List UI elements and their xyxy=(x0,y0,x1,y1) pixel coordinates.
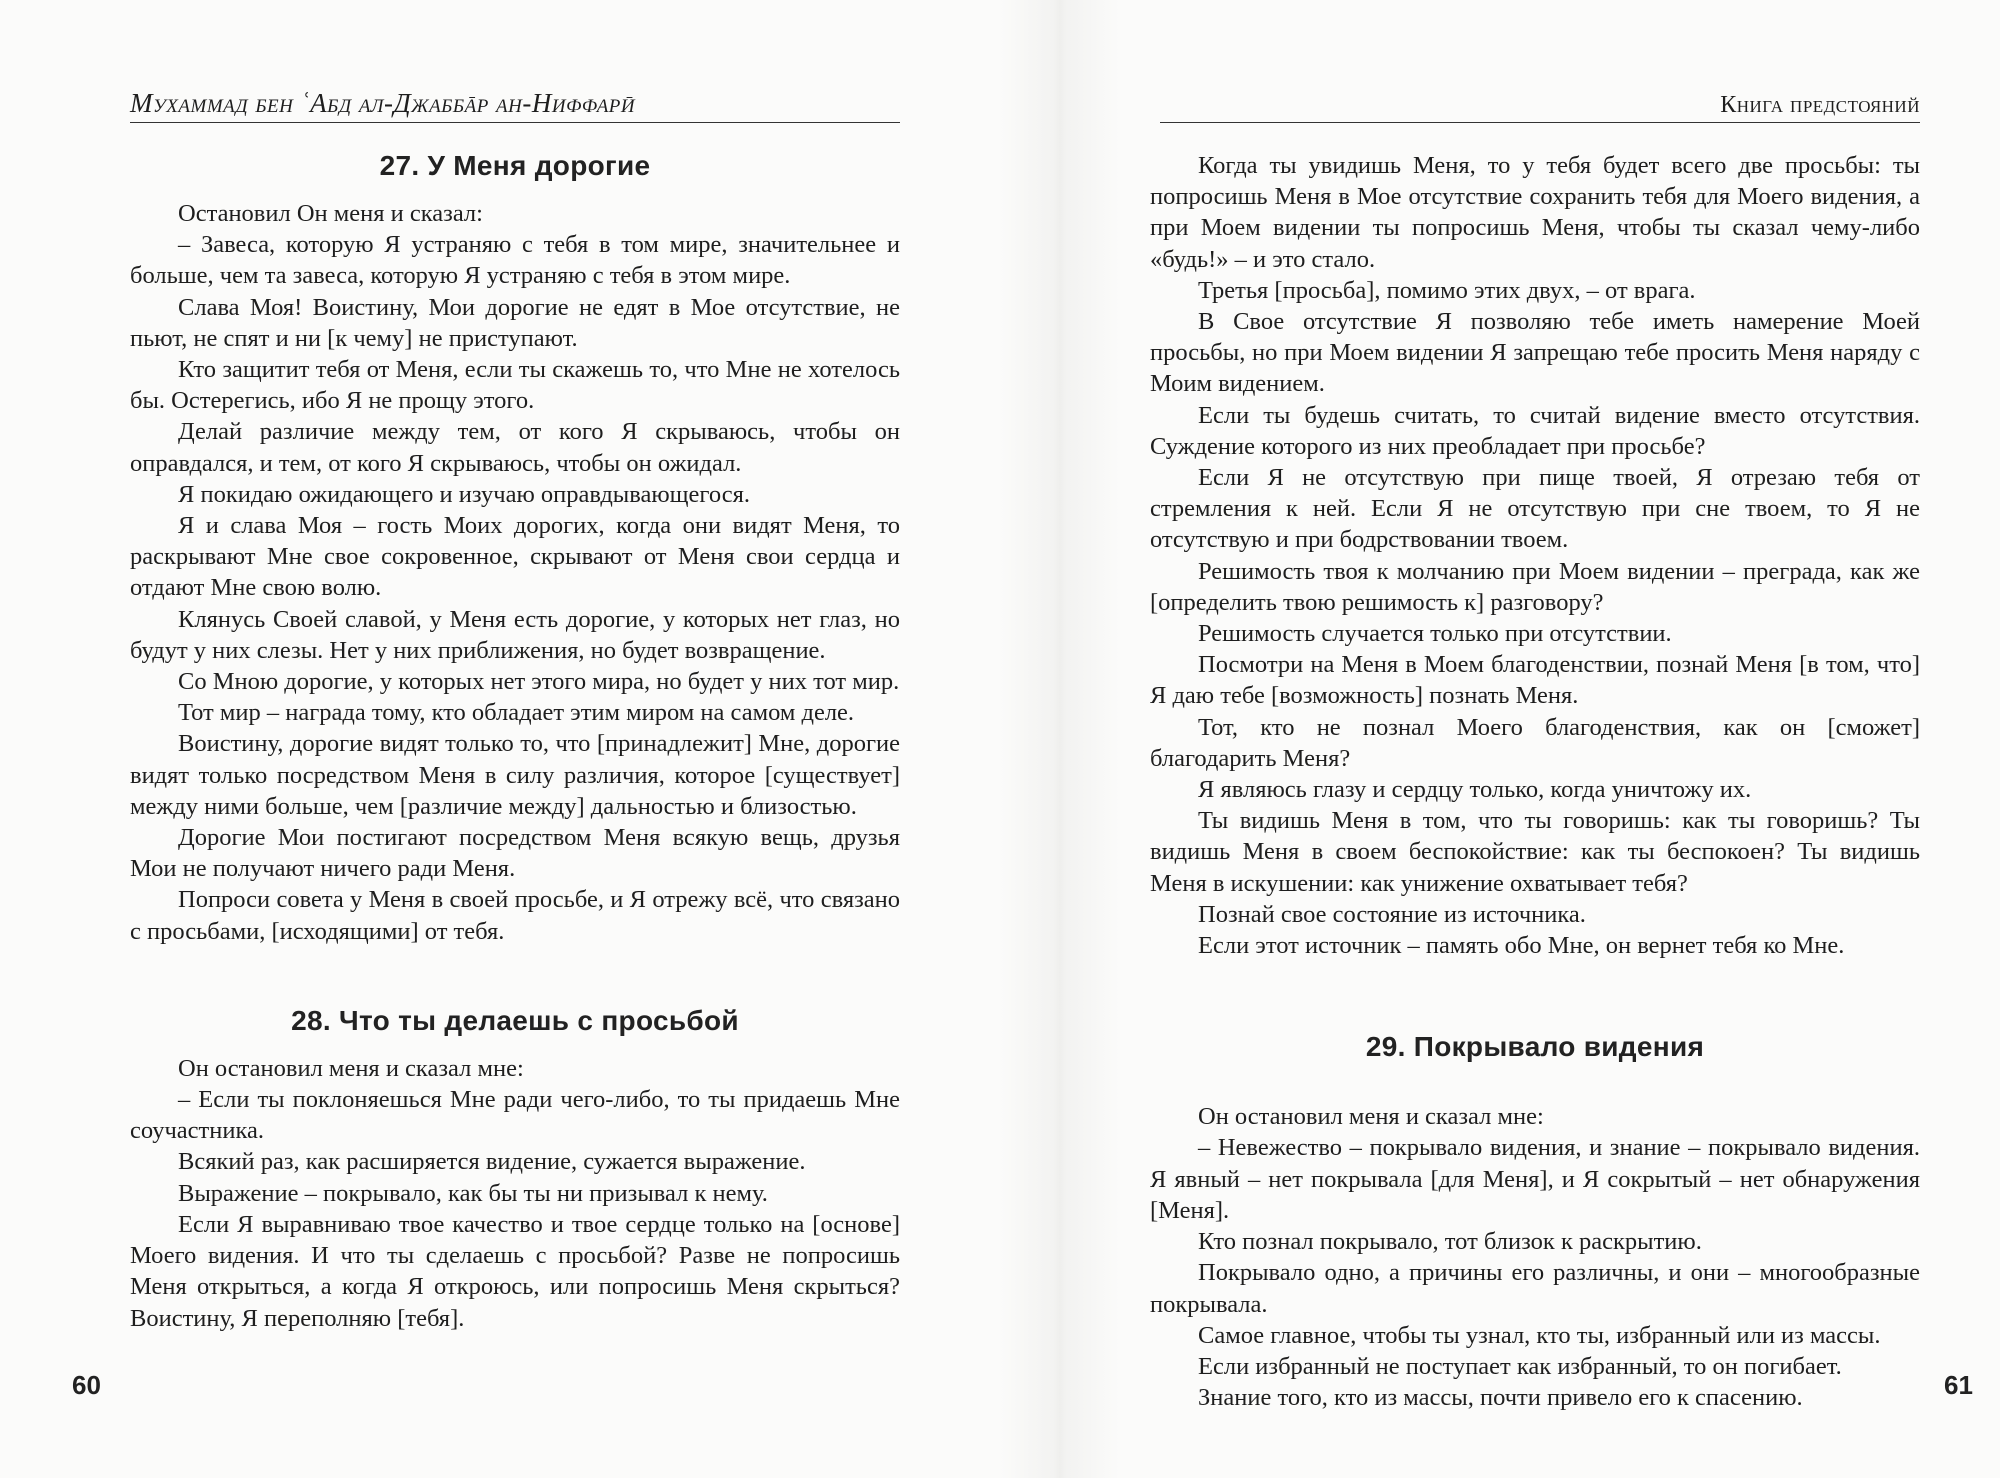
paragraph: Третья [просьба], помимо этих двух, – от врага. xyxy=(1198,276,1696,304)
running-head-left: Мухаммад бен ʿАбд ал-Джаббāр ан-Ниффарӣ xyxy=(130,88,636,118)
paragraph: В Свое отсутствие Я позволяю тебе иметь намерение Моей просьбы, но при Моем видении Я запрещаю тебе просить Меня наряду с Моим видением. xyxy=(1150,308,1920,398)
paragraph: Всякий раз, как расширяется видение, сужается выражение. xyxy=(178,1148,806,1176)
paragraph: Он остановил меня и сказал мне: xyxy=(178,1054,524,1082)
paragraph: Я и слава Моя – гость Моих дорогих, когда они видят Меня, то раскрывают Мне свое сокровенное, скрывают от Меня свои сердца и отдают Мне свою волю. xyxy=(130,512,900,602)
paragraph: Если Я не отсутствую при пище твоей, Я отрезаю тебя от стремления к ней. Если Я не отсутствую при сне твоем, то Я не отсутствую и при бодрствовании твоем. xyxy=(1150,464,1920,554)
paragraph: Знание того, кто из массы, почти привело его к спасению. xyxy=(1198,1384,1803,1412)
paragraph: Кто познал покрывало, тот близок к раскрытию. xyxy=(1198,1228,1702,1256)
section-spacer xyxy=(130,947,900,1005)
paragraph: Делай различие между тем, от кого Я скрываюсь, чтобы он оправдался, и тем, от кого Я скрываюсь, чтобы он ожидал. xyxy=(130,418,900,477)
paragraph: Покрывало одно, а причины его различны, и они – многообразные покрывала. xyxy=(1150,1259,1920,1318)
paragraph: Если Я выравниваю твое качество и твое сердце только на [основе] Моего видения. И что ты сделаешь с просьбой? Разве не попросишь Меня открыться, а когда Я откроюсь, или попросишь Меня скрыться? Воистину, Я переполняю [тебя]. xyxy=(130,1210,900,1332)
paragraph: Тот мир – награда тому, кто обладает этим миром на самом деле. xyxy=(178,699,855,727)
paragraph: Когда ты увидишь Меня, то у тебя будет всего две просьбы: ты попросишь Меня в Мое отсутствие сохранить тебя для Моего видения, а при Моем видении ты попросишь Меня, чтобы ты сказал чему-либо «будь!» – и это стало. xyxy=(1150,152,1920,273)
paragraph: Самое главное, чтобы ты узнал, кто ты, избранный или из массы. xyxy=(1198,1321,1881,1349)
paragraph: Попроси совета у Меня в своей просьбе, и Я отрежу всё, что связано с просьбами, [исходящими] от тебя. xyxy=(130,886,900,945)
paragraph: Посмотри на Меня в Моем благоденствии, познай Меня [в том, что] Я даю тебе [возможность] познать Меня. xyxy=(1150,651,1920,710)
paragraph: Дорогие Мои постигают посредством Меня всякую вещь, друзья Мои не получают ничего ради Меня. xyxy=(130,824,900,883)
header-rule-left xyxy=(130,122,900,123)
paragraph: Слава Моя! Воистину, Мои дорогие не едят в Мое отсутствие, не пьют, не спят и ни [к чему] не приступают. xyxy=(130,293,900,352)
paragraph: Клянусь Своей славой, у Меня есть дорогие, у которых нет глаз, но будут у них слезы. Нет у них приближения, но будет возвращение. xyxy=(130,605,900,664)
paragraph: Если избранный не поступает как избранный, то он погибает. xyxy=(1198,1352,1842,1380)
left-page-body xyxy=(130,150,900,1334)
title-spacer xyxy=(1150,1079,1920,1101)
right-page-body xyxy=(1150,150,1920,1413)
paragraph: Решимость твоя к молчанию при Моем видении – преграда, как же [определить твою решимость к] разговору? xyxy=(1150,557,1920,616)
paragraph: Ты видишь Меня в том, что ты говоришь: как ты говоришь? Ты видишь Меня в своем беспокойствие: как ты беспокоен? Ты видишь Меня в искушении: как унижение охватывает тебя? xyxy=(1150,807,1920,897)
section-title-28: 28. Что ты делаешь с просьбой xyxy=(291,1004,739,1036)
paragraph: Тот, кто не познал Моего благоденствия, как он [сможет] благодарить Меня? xyxy=(1150,713,1920,772)
section-title-27: 27. У Меня дорогие xyxy=(379,150,651,181)
paragraph: Познай свое состояние из источника. xyxy=(1198,900,1586,928)
paragraph: Я являюсь глазу и сердцу только, когда уничтожу их. xyxy=(1198,776,1752,804)
paragraph: Воистину, дорогие видят только то, что [принадлежит] Мне, дорогие видят только посредством Меня в силу различия, которое [существует] между ними больше, чем [различие между] дальностью и близостью. xyxy=(130,730,900,820)
section-title-29: 29. Покрывало видения xyxy=(1365,1031,1705,1063)
paragraph: Если этот источник – память обо Мне, он вернет тебя ко Мне. xyxy=(1198,932,1845,960)
paragraph: – Завеса, которую Я устраняю с тебя в том мире, значительнее и больше, чем та завеса, которую Я устраняю с тебя в этом мире. xyxy=(130,231,900,290)
paragraph: – Невежество – покрывало видения, и знание – покрывало видения. Я явный – нет покрывала [для Меня], и Я сокрытый – нет обнаружения [Меня]. xyxy=(1150,1134,1920,1224)
paragraph: Кто защитит тебя от Меня, если ты скажешь то, что Мне не хотелось бы. Остерегись, ибо Я не прощу этого. xyxy=(130,356,900,415)
page-number-right: 61 xyxy=(1944,1370,1973,1400)
header-rule-right xyxy=(1160,122,1920,123)
paragraph: Решимость случается только при отсутствии. xyxy=(1198,620,1672,648)
book-gutter xyxy=(1000,0,1120,1478)
page-number-left: 60 xyxy=(72,1370,101,1400)
paragraph: Я покидаю ожидающего и изучаю оправдывающегося. xyxy=(178,480,750,508)
running-head-right: Книга предстояний xyxy=(1720,92,1920,118)
paragraph: Со Мною дорогие, у которых нет этого мира, но будет у них тот мир. xyxy=(178,668,900,696)
paragraph: Если ты будешь считать, то считай видение вместо отсутствия. Суждение которого из них преобладает при просьбе? xyxy=(1150,401,1920,460)
paragraph: Выражение – покрывало, как бы ты ни призывал к нему. xyxy=(178,1179,768,1207)
paragraph: – Если ты поклоняешься Мне ради чего-либо, то ты придаешь Мне соучастника. xyxy=(130,1086,900,1145)
section-spacer xyxy=(1150,961,1920,1031)
paragraph: Остановил Он меня и сказал: xyxy=(178,200,483,227)
paragraph: Он остановил меня и сказал мне: xyxy=(1198,1103,1544,1131)
